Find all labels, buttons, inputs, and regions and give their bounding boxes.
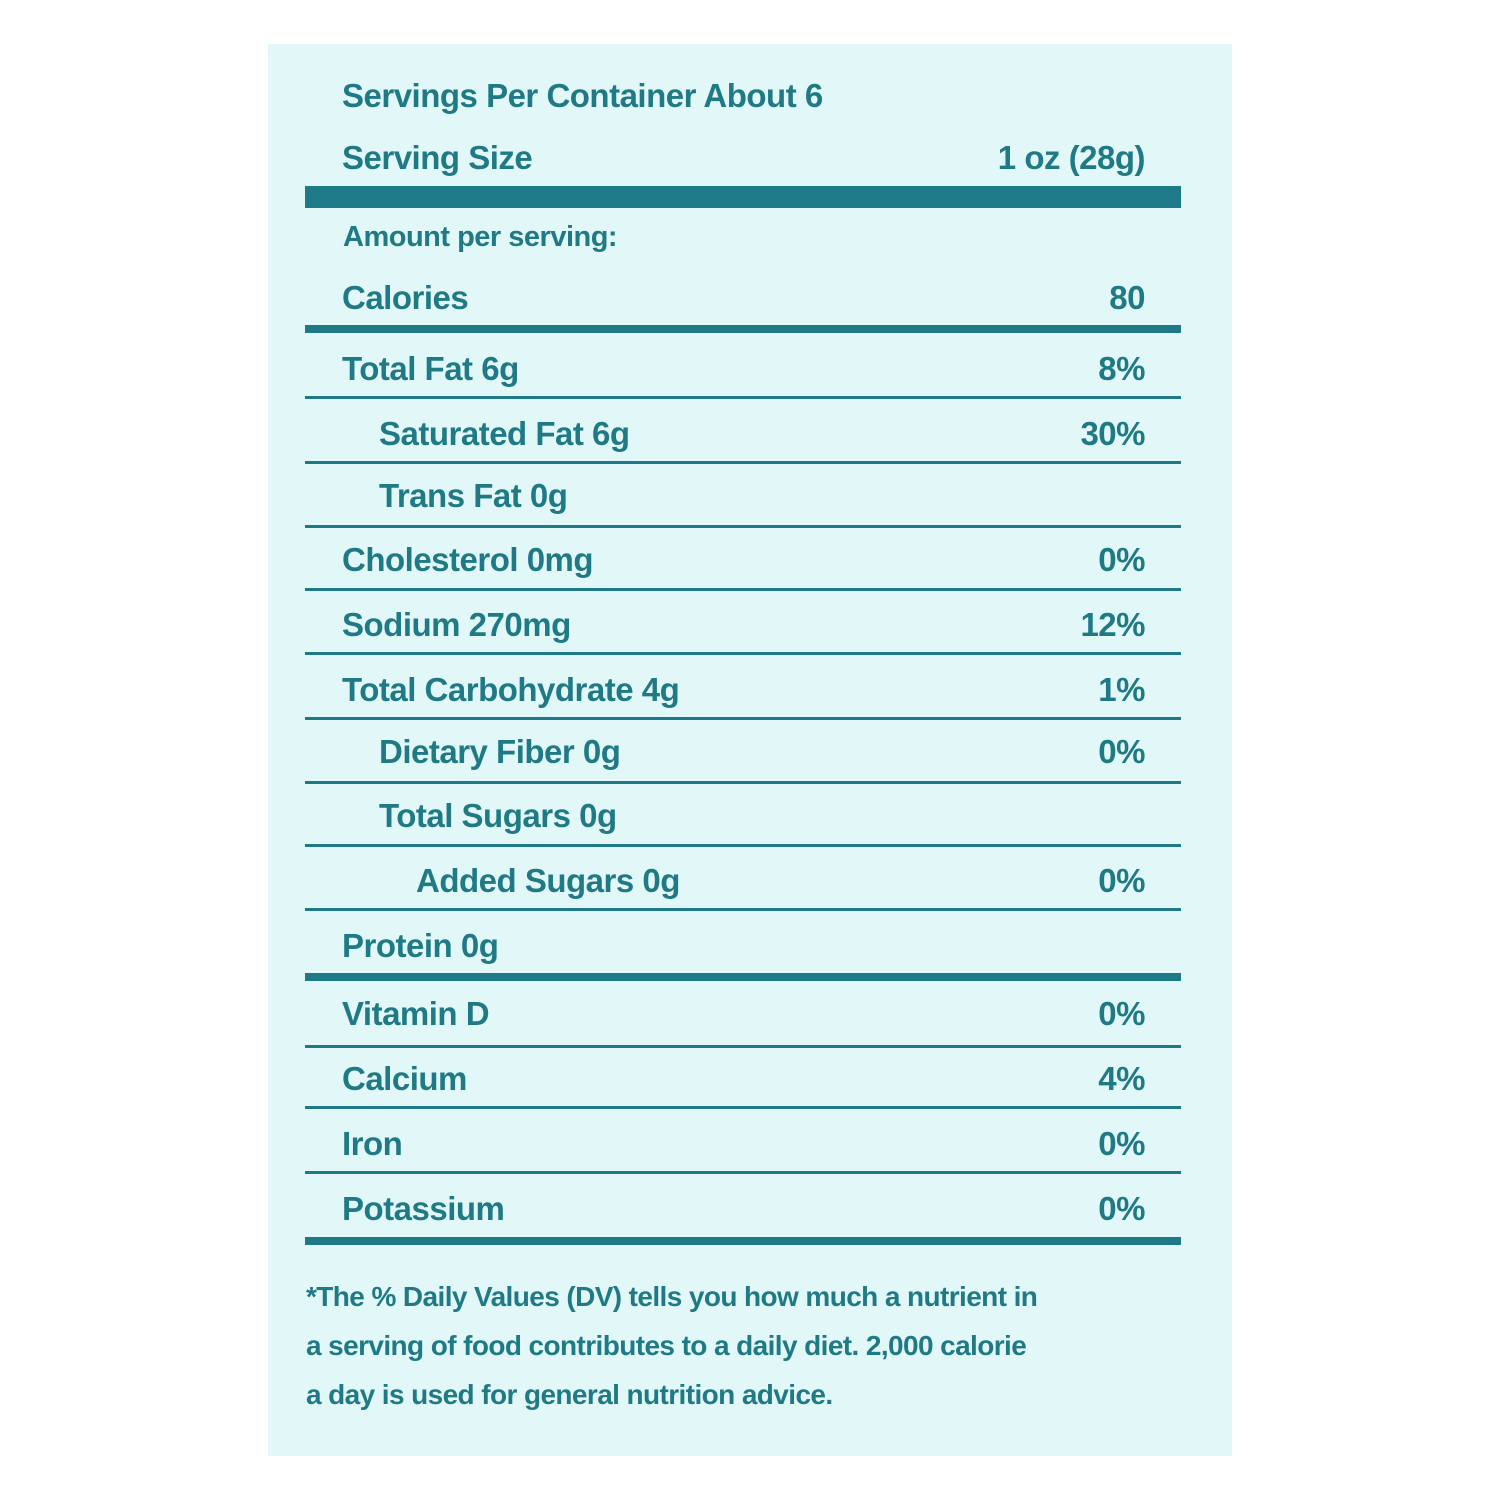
nutrient-saturated-fat-label: Saturated Fat 6g	[379, 415, 630, 452]
footnote-line: a day is used for general nutrition advice.	[306, 1379, 833, 1410]
row-divider	[305, 908, 1181, 911]
iron-dv: 0%	[1098, 1125, 1145, 1162]
nutrient-sodium-label: Sodium 270mg	[342, 606, 571, 643]
potassium-label: Potassium	[342, 1190, 505, 1227]
row-divider	[305, 1045, 1181, 1048]
vitamin-d-label: Vitamin D	[342, 995, 490, 1032]
row-divider	[305, 1171, 1181, 1174]
calories-label: Calories	[342, 279, 469, 316]
vitamin-d-dv: 0%	[1098, 995, 1145, 1032]
row-divider	[305, 588, 1181, 591]
row-divider	[305, 652, 1181, 655]
protein-divider	[305, 973, 1181, 981]
row-divider	[305, 396, 1181, 399]
nutrient-trans-fat-label: Trans Fat 0g	[379, 477, 568, 514]
serving-size-value: 1 oz (28g)	[997, 139, 1145, 176]
amount-per-serving-label: Amount per serving:	[343, 221, 618, 253]
calories-value: 80	[1109, 279, 1145, 316]
footnote-line: *The % Daily Values (DV) tells you how much a nutrient in	[306, 1281, 1038, 1312]
potassium-dv: 0%	[1098, 1190, 1145, 1227]
nutrient-sodium-dv: 12%	[1080, 606, 1145, 643]
nutrient-total-sugars-label: Total Sugars 0g	[379, 797, 617, 834]
calories-divider	[305, 325, 1181, 333]
bottom-divider	[305, 1237, 1181, 1245]
nutrient-protein-label: Protein 0g	[342, 927, 499, 964]
nutrient-cholesterol-dv: 0%	[1098, 541, 1145, 578]
calcium-dv: 4%	[1098, 1060, 1145, 1097]
row-divider	[305, 461, 1181, 464]
nutrient-total-carbohydrate-label: Total Carbohydrate 4g	[342, 671, 680, 708]
iron-label: Iron	[342, 1125, 403, 1162]
nutrient-total-fat-dv: 8%	[1098, 350, 1145, 387]
footnote-line: a serving of food contributes to a daily diet. 2,000 calorie	[306, 1330, 1027, 1361]
row-divider	[305, 844, 1181, 847]
nutrient-cholesterol-label: Cholesterol 0mg	[342, 541, 594, 578]
daily-value-footnote	[306, 1272, 1186, 1419]
thick-divider-top	[305, 186, 1181, 208]
row-divider	[305, 525, 1181, 528]
row-divider	[305, 781, 1181, 784]
row-divider	[305, 1106, 1181, 1109]
nutrient-total-carbohydrate-dv: 1%	[1098, 671, 1145, 708]
nutrient-total-fat-label: Total Fat 6g	[342, 350, 519, 387]
nutrient-dietary-fiber-dv: 0%	[1098, 733, 1145, 770]
serving-size-label: Serving Size	[342, 139, 533, 176]
nutrient-added-sugars-label: Added Sugars 0g	[416, 862, 680, 899]
row-divider	[305, 717, 1181, 720]
nutrient-dietary-fiber-label: Dietary Fiber 0g	[379, 733, 621, 770]
servings-per-container: Servings Per Container About 6	[342, 77, 823, 114]
calcium-label: Calcium	[342, 1060, 467, 1097]
nutrient-saturated-fat-dv: 30%	[1080, 415, 1145, 452]
nutrient-added-sugars-dv: 0%	[1098, 862, 1145, 899]
